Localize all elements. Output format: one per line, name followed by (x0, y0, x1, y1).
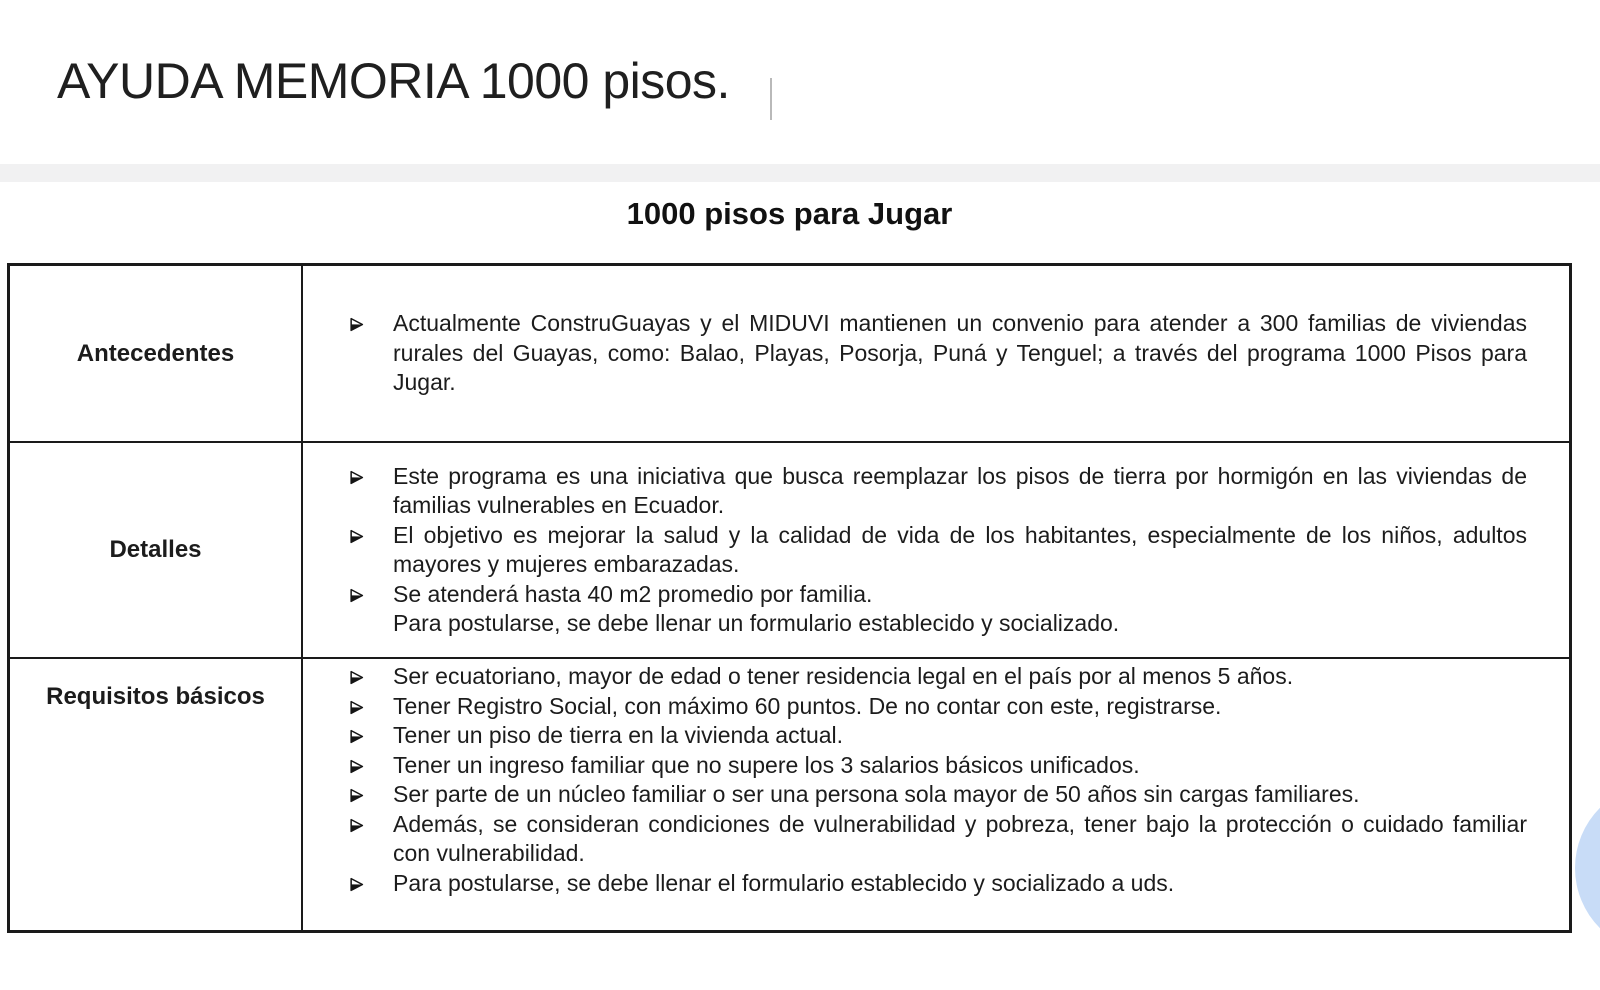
bullet-item (345, 780, 1527, 810)
bullet-text: Tener un piso de tierra en la vivienda actual. (393, 722, 844, 748)
row-label-text: Requisitos básicos (46, 683, 265, 710)
bullet-text: Tener Registro Social, con máximo 60 puntos. De no contar con este, registrarse. (393, 692, 1222, 719)
bullet-text: Ser ecuatoriano, mayor de edad o tener residencia legal en el país por al menos 5 años. (393, 663, 1294, 689)
arrow-bullet-icon (349, 788, 364, 803)
arrow-bullet-icon (349, 759, 364, 774)
bullet-text: Para postularse, se debe llenar el formulario establecido y socializado a uds. (393, 869, 1175, 896)
bullet-item (345, 580, 1527, 610)
bullet-text: Este programa es una iniciativa que busca reemplazar los pisos de tierra por hormigón en las viviendas de familias vulnerables en Ecuador. (393, 462, 1527, 518)
arrow-bullet-icon (349, 877, 364, 892)
row-label-requisitos-basicos[interactable] (10, 659, 303, 930)
section-divider (0, 164, 1600, 182)
bullet-text: Tener un ingreso familiar que no supere los 3 salarios básicos unificados. (393, 751, 1140, 778)
bullet-text: Se atenderá hasta 40 m2 promedio por familia. (393, 580, 873, 607)
row-content-requisitos-basicos[interactable] (303, 659, 1569, 930)
arrow-bullet-icon (349, 670, 364, 685)
arrow-bullet-icon (349, 729, 364, 744)
bullet-item (345, 869, 1527, 899)
arrow-bullet-icon (349, 317, 364, 332)
program-table (7, 263, 1572, 933)
continuation-line (345, 609, 1527, 639)
bullet-text: Ser parte de un núcleo familiar o ser una persona sola mayor de 50 años sin cargas familiares. (393, 781, 1360, 807)
bullet-text: Para postularse, se debe llenar un formulario establecido y socializado. (393, 610, 1120, 636)
bullet-item (345, 462, 1527, 521)
bullet-item (345, 662, 1527, 692)
bullet-item (345, 521, 1527, 580)
bullet-item (345, 751, 1527, 781)
floating-bubble (1575, 783, 1600, 953)
row-label-text: Detalles (109, 536, 202, 563)
bullet-text: Además, se consideran condiciones de vulnerabilidad y pobreza, tener bajo la protección o cuidado familiar con vulnerabilidad. (393, 810, 1527, 866)
arrow-bullet-icon (349, 700, 364, 715)
row-label-detalles[interactable] (10, 443, 303, 659)
text-caret (770, 78, 772, 120)
arrow-bullet-icon (349, 529, 364, 544)
arrow-bullet-icon (349, 588, 364, 603)
bullet-item (345, 309, 1527, 398)
bullet-text: Actualmente ConstruGuayas y el MIDUVI mantienen un convenio para atender a 300 familias de viviendas rurales del Guayas, como: Balao, Playas, Posorja, Puná y Tenguel; a través del programa 1000 Pisos para Jugar. (393, 310, 1527, 396)
bullet-item (345, 721, 1527, 751)
page-title[interactable]: AYUDA MEMORIA 1000 pisos. (57, 53, 730, 109)
row-content-antecedentes[interactable] (303, 266, 1569, 443)
bullet-item (345, 692, 1527, 722)
bullet-item (345, 810, 1527, 869)
bullet-text: El objetivo es mejorar la salud y la calidad de vida de los habitantes, especialmente de los niños, adultos mayores y mujeres embarazadas. (393, 521, 1527, 577)
row-label-text: Antecedentes (76, 339, 235, 367)
arrow-bullet-icon (349, 818, 364, 833)
row-content-detalles[interactable] (303, 443, 1569, 659)
row-label-antecedentes[interactable] (10, 266, 303, 443)
arrow-bullet-icon (349, 470, 364, 485)
section-title[interactable]: 1000 pisos para Jugar (626, 196, 953, 231)
